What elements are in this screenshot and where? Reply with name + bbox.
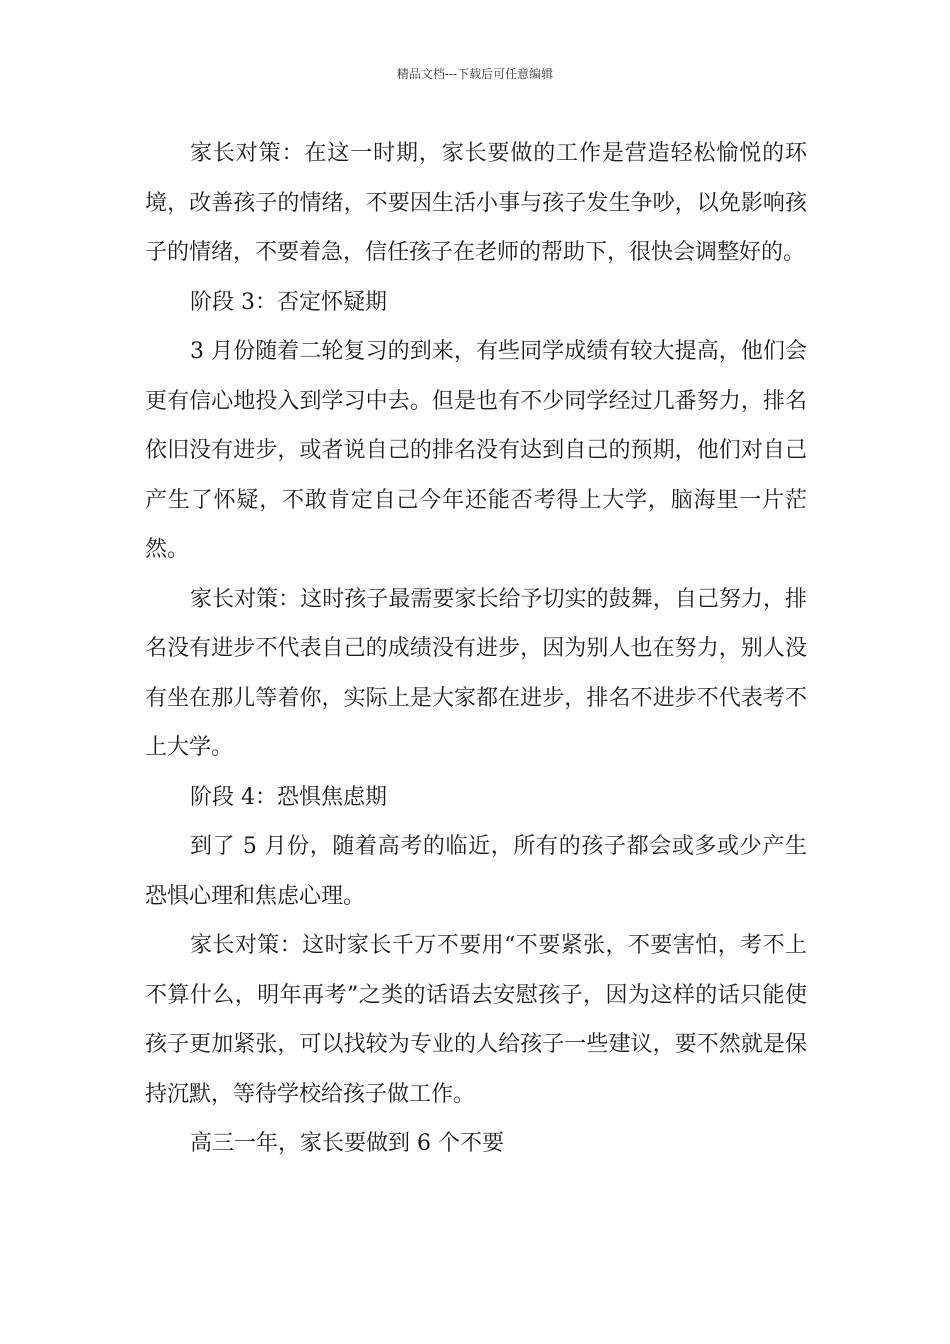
- section-heading-six-donts: 高三一年，家长要做到 6 个不要: [190, 1131, 504, 1156]
- section-heading-stage-4: 阶段 4：恐惧焦虑期: [190, 784, 387, 810]
- paragraph-parent-strategy-4: 家长对策：这时家长千万不要用“不要紧张，不要害怕，考不上不算什么，明年再考”之类的话语去安慰孩子，因为这样的话只能使孩子更加紧张，可以找较为专业的人给孩子一些建议，要不然就是保持沉默，等待学校给孩子做工作。: [145, 933, 807, 1107]
- paragraph-stage-4-description: 到了 5 月份，随着高考的临近，所有的孩子都会或多或少产生恐惧心理和焦虑心理。: [145, 834, 807, 909]
- document-body: [145, 129, 807, 1169]
- paragraph-parent-strategy-3: 家长对策：这时孩子最需要家长给予切实的鼓舞，自己努力，排名没有进步不代表自己的成绩没有进步，因为别人也在努力，别人没有坐在那儿等着你，实际上是大家都在进步，排名不进步不代表考不上大学。: [145, 586, 807, 760]
- page-header: 精品文档---下载后可任意编辑: [396, 67, 554, 81]
- paragraph-parent-strategy-2: 家长对策：在这一时期，家长要做的工作是营造轻松愉悦的环境，改善孩子的情绪，不要因生活小事与孩子发生争吵，以免影响孩子的情绪，不要着急，信任孩子在老师的帮助下，很快会调整好的。: [145, 141, 807, 265]
- section-heading-stage-3: 阶段 3：否定怀疑期: [190, 289, 387, 315]
- paragraph-stage-3-description: 3 月份随着二轮复习的到来，有些同学成绩有较大提高，他们会更有信心地投入到学习中去。但是也有不少同学经过几番努力，排名依旧没有进步，或者说自己的排名没有达到自己的预期，他们对自己产生了怀疑，不敢肯定自己今年还能否考得上大学，脑海里一片茫然。: [145, 339, 807, 562]
